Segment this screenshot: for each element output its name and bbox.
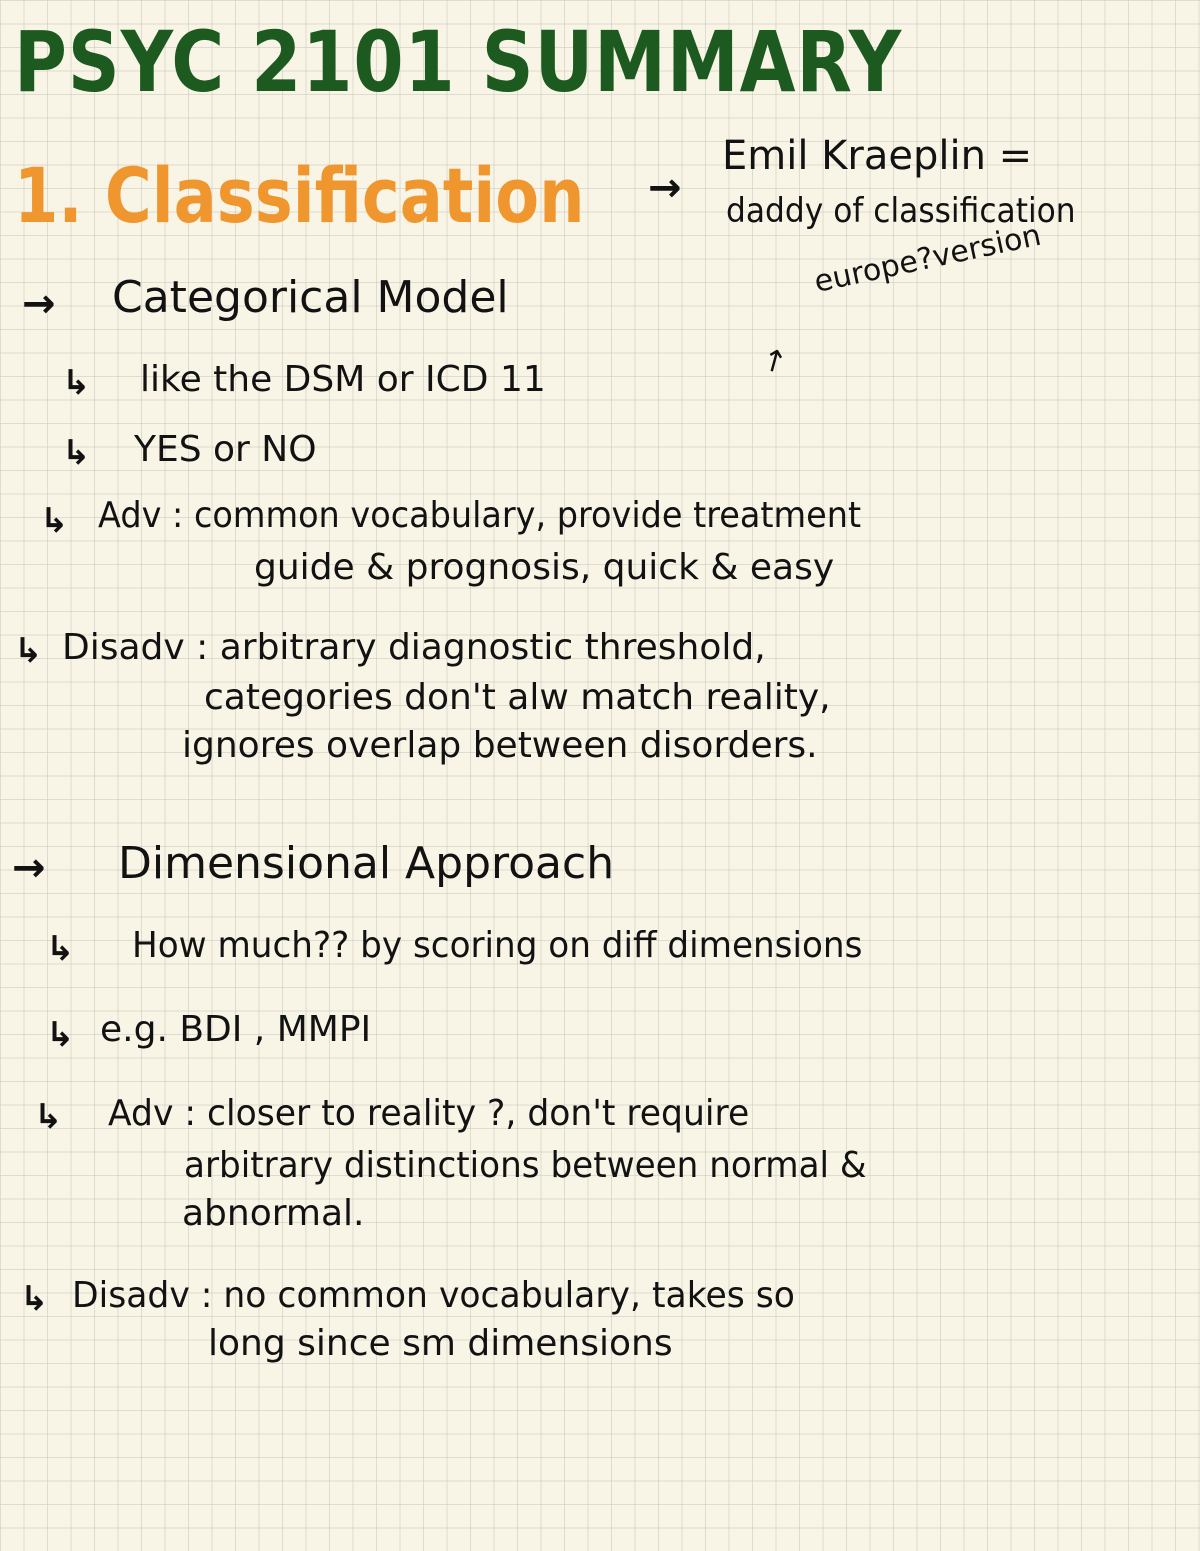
sub-arrow-icon: ↳: [62, 363, 91, 403]
categorical-bullet-dsm: like the DSM or ICD 11: [140, 359, 546, 400]
dimensional-disadv-line-2: long since sm dimensions: [208, 1323, 673, 1364]
categorical-disadv-line-2: categories don't alw match reality,: [204, 677, 831, 718]
side-note-europe-version: europe?version: [811, 217, 1045, 300]
dimensional-adv-line-3: abnormal.: [182, 1193, 365, 1234]
categorical-disadv-line-3: ignores overlap between disorders.: [182, 725, 818, 766]
dimensional-adv-line-1: Adv : closer to reality ?, don't require: [108, 1093, 750, 1134]
categorical-disadv-line-1: Disadv : arbitrary diagnostic threshold,: [62, 627, 766, 668]
sub-arrow-icon: ↳: [40, 501, 69, 541]
sub-arrow-icon: ↳: [34, 1097, 63, 1137]
categorical-model-label: Categorical Model: [112, 272, 509, 323]
categorical-adv-line-1: Adv : common vocabulary, provide treatment: [98, 495, 862, 536]
dimensional-adv-line-2: arbitrary distinctions between normal &: [184, 1145, 867, 1186]
right-arrow-icon: →: [22, 281, 56, 327]
right-arrow-icon: →: [12, 845, 46, 891]
sub-arrow-icon: ↳: [14, 631, 43, 671]
dimensional-approach-label: Dimensional Approach: [118, 838, 615, 889]
kraepelin-note-line-1: Emil Kraeplin =: [722, 133, 1033, 179]
categorical-adv-line-2: guide & prognosis, quick & easy: [254, 547, 835, 588]
section-heading: 1. Classification: [14, 151, 585, 240]
up-right-arrow-icon: ↗: [754, 339, 794, 383]
dimensional-disadv-line-1: Disadv : no common vocabulary, takes so: [72, 1275, 795, 1316]
right-arrow-icon: →: [648, 165, 682, 211]
sub-arrow-icon: ↳: [46, 929, 75, 969]
page-title: PSYC 2101 SUMMARY: [14, 13, 903, 111]
dimensional-bullet-how-much: How much?? by scoring on diff dimensions: [132, 925, 863, 966]
sub-arrow-icon: ↳: [20, 1279, 49, 1319]
kraepelin-note-line-2: daddy of classification: [726, 191, 1076, 231]
dimensional-bullet-examples: e.g. BDI , MMPI: [100, 1009, 372, 1050]
sub-arrow-icon: ↳: [62, 433, 91, 473]
categorical-bullet-yes-no: YES or NO: [134, 429, 317, 470]
sub-arrow-icon: ↳: [46, 1015, 75, 1055]
